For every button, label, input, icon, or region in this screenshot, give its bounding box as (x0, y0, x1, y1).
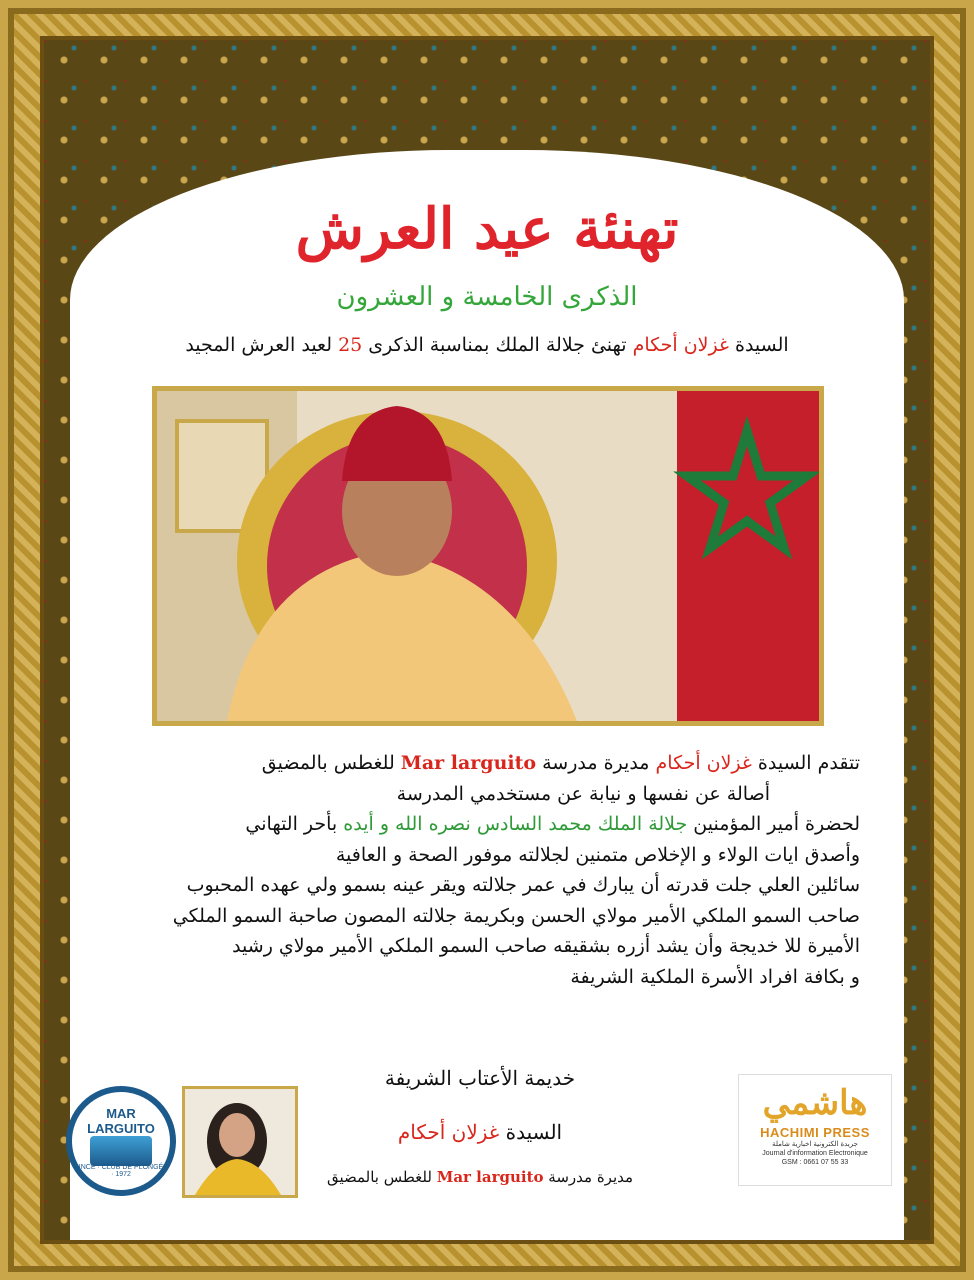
signature-name (300, 1120, 660, 1144)
anniversary-subtitle: الذكرى الخامسة و العشرون (336, 282, 638, 312)
message-line-5: سائلين العلي جلت قدرته أن يبارك في عمر جلالته ويقر عينه بسمو ولي عهده المحبوب (186, 874, 860, 896)
anniversary-number: 25 (338, 334, 363, 356)
press-phone: GSM : 0661 07 55 33 (781, 1159, 849, 1166)
director-portrait (182, 1086, 298, 1198)
school-name: Mar larguito (400, 752, 537, 774)
sender-name: غزلان أحكام (655, 752, 752, 774)
message-text: للغطس بالمضيق (261, 752, 395, 774)
message-line-8: و بكافة افراد الأسرة الملكية الشريفة (570, 965, 860, 988)
press-logo-arabic: هاشمي (762, 1084, 868, 1122)
greeting-prefix: السيدة (734, 334, 789, 356)
message-line-4: وأصدق ايات الولاء و الإخلاص متمنين لجلالته موفور الصحة و العافية (335, 843, 860, 866)
press-logo-name: HACHIMI PRESS (760, 1125, 870, 1140)
signature-role (300, 1168, 660, 1186)
message-line-1 (100, 748, 860, 779)
king-portrait-illustration (157, 391, 819, 721)
message-line-2: أصالة عن نفسها و نيابة عن مستخدمي المدرسة (396, 782, 770, 805)
wave-icon (90, 1136, 152, 1166)
press-tagline-fr: Journal d'information Electronique (762, 1150, 868, 1157)
message-text: تتقدم السيدة (757, 752, 860, 774)
greeting-middle: تهنئ جلالة الملك بمناسبة الذكرى (368, 334, 627, 356)
message-text: مديرة مدرسة (542, 752, 650, 774)
king-portrait-photo (152, 386, 824, 726)
signature-person: غزلان أحكام (397, 1120, 500, 1144)
message-line-7: الأميرة للا خديجة وأن يشد أزره بشقيقه صاحب السمو الملكي الأمير مولاي رشيد (232, 935, 860, 957)
mar-larguito-logo (66, 1086, 176, 1196)
signoff: خديمة الأعتاب الشريفة (384, 1066, 576, 1090)
hachimi-press-logo (738, 1074, 892, 1186)
page-title: تهنئة عيد العرش (295, 196, 679, 262)
greeting-suffix: لعيد العرش المجيد (185, 334, 333, 356)
role-text: للغطس بالمضيق (326, 1168, 432, 1186)
message-text: لحضرة أمير المؤمنين (693, 813, 860, 835)
message-line-3 (100, 809, 860, 840)
greeting-line (160, 334, 814, 356)
message-text: بأحر التهاني (245, 813, 338, 835)
club-logo-tagline: SINCE · CLUB DE PLONGÉE · 1972 (74, 1164, 168, 1178)
congratulation-message (100, 748, 860, 992)
signature-prefix: السيدة (505, 1120, 563, 1144)
king-title: جلالة الملك محمد السادس نصره الله و أيده (343, 813, 688, 835)
message-line-6: صاحب السمو الملكي الأمير مولاي الحسن وبكريمة جلالته المصون صاحبة السمو الملكي (172, 904, 860, 927)
role-text: مديرة مدرسة (548, 1168, 634, 1186)
club-logo-text: MAR LARGUITO (87, 1106, 155, 1136)
press-tagline-ar: جريدة الكترونية اخبارية شاملة (772, 1141, 858, 1148)
director-portrait-illustration (185, 1089, 295, 1195)
greeting-name: غزلان أحكام (632, 334, 729, 356)
role-school: Mar larguito (436, 1168, 544, 1186)
